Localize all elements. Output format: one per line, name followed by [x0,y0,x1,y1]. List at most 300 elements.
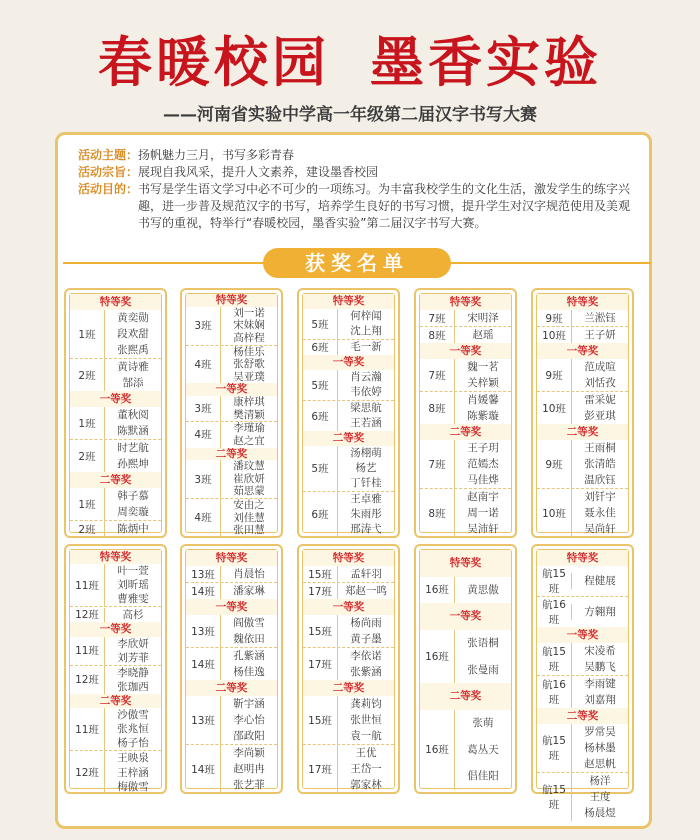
winner-names [337,446,394,491]
intro-goal [78,181,638,232]
award-level-heading: 特等奖 [186,550,277,566]
winner-name: 张世恒 [350,714,382,726]
winner-name: 魏一茗 [467,361,499,373]
winner-name: 梅傲雪 [117,780,149,793]
class-label: 5班 [311,379,329,392]
winner-name: 王岱一 [350,763,382,775]
award-level-heading: 特等奖 [186,294,277,307]
class-group [420,310,511,326]
winner-names [104,608,161,622]
award-level-heading: 一等奖 [70,622,161,636]
winner-name: 孙熙坤 [117,458,149,470]
winner-names [454,327,511,343]
winner-names [571,773,628,821]
class-label: 6班 [311,509,329,521]
winner-names [571,489,628,537]
award-level-heading: 一等奖 [186,383,277,396]
winner-name: 李晓静 [117,666,149,679]
intro-text: 展现自我风采，提升人文素养，建设墨香校园 [138,165,379,179]
class-group [70,407,161,439]
winner-name: 茹思蒙 [233,485,265,498]
winner-names [104,407,161,439]
class-label: 7班 [428,312,446,325]
winner-name: 陈紫璇 [467,410,499,422]
class-label: 13班 [191,568,215,581]
class-group [537,310,628,326]
winner-name: 杨洋 [589,775,611,787]
class-group [186,744,277,793]
winner-name: 汤栩萌 [350,447,382,459]
winner-name: 杨晨煜 [584,807,616,819]
class-group [70,665,161,694]
class-group [303,309,394,339]
award-card [531,288,634,538]
class-label: 1班 [78,328,96,341]
class-label: 11班 [75,723,99,736]
winner-name: 张熙禹 [117,344,149,356]
winner-name: 关梓颖 [467,377,499,389]
class-group [537,675,628,708]
winner-names [571,440,628,488]
intro-purpose [78,164,638,181]
class-group [420,440,511,488]
winner-names [337,648,394,680]
winner-names [571,643,628,675]
class-label: 16班 [425,651,449,664]
winner-name: 肖媛馨 [467,394,499,406]
class-label: 12班 [75,674,99,687]
winner-names [571,604,628,620]
class-label: 1班 [78,498,96,511]
class-label: 15班 [308,568,332,581]
class-label: 4班 [194,429,212,442]
award-card-inner [302,293,395,533]
class-label: 10班 [542,402,566,415]
award-card-inner [419,549,512,789]
title-part1: 春暖校园 [98,30,330,94]
class-group [303,370,394,400]
winner-names [104,637,161,665]
winner-names [220,346,277,384]
winner-name: 黄子墨 [350,633,382,645]
class-group [186,307,277,345]
award-level-heading: 一等奖 [537,627,628,643]
class-label: 11班 [75,645,99,658]
class-group [186,498,277,537]
winner-name: 彭亚琪 [584,410,616,422]
award-level-heading: 二等奖 [420,683,511,710]
winner-name: 张艺菲 [233,779,265,791]
class-group [70,637,161,665]
class-label: 航15班 [542,784,566,811]
winner-name: 郑赵一鸣 [345,585,387,597]
winner-name: 高杉 [122,608,144,621]
class-label: 17班 [308,658,332,671]
page-subtitle: ——河南省实验中学高一年级第二届汉字书写大赛 [163,105,537,125]
class-group [537,724,628,772]
winner-name: 时艺航 [117,442,149,454]
winner-name: 黄思傲 [467,583,499,596]
class-group [303,446,394,491]
class-label: 10班 [542,507,566,520]
winner-name: 黄诗雅 [117,361,149,373]
winner-name: 张语桐 [467,636,499,649]
class-group [186,566,277,582]
winner-name: 张萌 [472,716,494,729]
winner-name: 兰淞钰 [584,312,616,324]
class-label: 16班 [425,584,449,597]
award-card [297,288,400,538]
class-label: 航15班 [542,568,566,595]
award-level-heading: 一等奖 [420,603,511,630]
class-group [303,491,394,537]
winner-name: 朱雨彤 [350,508,382,520]
winner-names [571,327,628,343]
class-label: 4班 [194,358,212,371]
winner-name: 李雨键 [584,678,616,690]
winner-name: 葛丛天 [467,743,499,756]
class-group [70,606,161,622]
winner-names [337,401,394,431]
winner-names [220,499,277,537]
award-level-heading: 特等奖 [303,294,394,309]
award-level-heading: 二等奖 [70,472,161,488]
winner-name: 刘恬孜 [584,377,616,389]
winner-names [220,307,277,345]
class-label: 航15班 [542,735,566,762]
class-label: 1班 [78,417,96,430]
winner-name: 韦依婷 [350,386,382,398]
class-label: 5班 [311,463,329,475]
intro-text: 书写是学生语文学习中必不可少的一项练习。为丰富我校学生的文化生活，激发学生的练字兴趣，进一步普及规范汉字的书写，培养学生良好的书写习惯，提升学生对汉字规范使用及美观书写的重视，特举行“春暖校园，墨香实验”第二届汉字书写大赛。 [138,182,631,230]
winner-names [337,340,394,355]
winner-name: 康梓琪 [233,396,265,408]
class-group [186,582,277,599]
award-level-heading: 特等奖 [537,294,628,310]
winner-name: 吴尚轩 [584,523,616,535]
award-card-inner [419,293,512,533]
class-label: 2班 [78,450,96,463]
winner-name: 陈默涵 [117,425,149,437]
winner-name: 吴鹏飞 [584,661,616,673]
winner-name: 王子玥 [467,442,499,454]
award-level-heading: 特等奖 [420,550,511,577]
class-label: 17班 [308,585,332,598]
class-group [537,359,628,391]
class-label: 14班 [191,658,215,671]
title-part2: 墨香实验 [370,30,602,94]
winner-names [337,492,394,537]
winner-name: 李尚颖 [233,747,265,759]
class-label: 16班 [425,744,449,757]
winner-name: 孟轩羽 [350,568,382,580]
award-level-heading: 特等奖 [537,550,628,566]
class-group [420,710,511,790]
winner-name: 杨子怡 [117,737,149,750]
winner-name: 李依诺 [350,650,382,662]
class-label: 航16班 [542,599,566,626]
winner-name: 杨佳乐 [233,345,265,358]
winner-name: 叶一萱 [117,565,149,578]
winner-name: 郜添 [122,377,144,389]
winner-name: 杨艺 [355,462,377,474]
winner-name: 赵之宜 [233,434,265,447]
winner-names [571,392,628,424]
class-group [537,440,628,488]
award-card [414,544,517,794]
winner-name: 聂永佳 [584,507,616,519]
class-label: 10班 [542,329,566,342]
award-level-heading: 二等奖 [303,680,394,696]
class-group [303,615,394,647]
class-group [186,421,277,447]
winner-name: 张兆恒 [117,723,149,736]
winner-name: 郭家林 [350,779,382,791]
class-group [303,339,394,355]
winner-names [454,440,511,488]
class-group [537,566,628,596]
winner-names [454,310,511,326]
class-group [186,696,277,744]
award-level-heading: 一等奖 [420,343,511,359]
winner-name: 陈炳中 [117,523,149,535]
winner-names [104,564,161,606]
intro-section [78,147,638,232]
class-group [537,326,628,343]
winner-name: 何梓闻 [350,310,382,322]
winner-name: 吴沛轩 [467,523,499,535]
winner-name: 王子妍 [584,329,616,341]
class-group [186,345,277,384]
winner-name: 方翱翔 [584,606,616,618]
winner-names [337,745,394,793]
award-level-heading: 一等奖 [70,391,161,407]
award-card-inner [536,293,629,533]
class-group [420,577,511,604]
winner-name: 王梓涵 [117,766,149,779]
class-group [70,488,161,520]
winner-name: 赵思帆 [584,758,616,770]
award-card-inner [185,549,278,789]
winner-names [104,488,161,520]
winner-names [337,309,394,339]
class-group [303,582,394,599]
class-group [420,326,511,343]
award-level-heading: 二等奖 [186,448,277,461]
class-label: 航16班 [542,679,566,706]
winner-names [454,577,511,604]
class-group [70,520,161,537]
winner-name: 程健展 [584,575,616,587]
winner-name: 赵瑶 [472,329,494,341]
class-label: 9班 [545,458,563,471]
winner-names [220,745,277,793]
winner-name: 肖云瀚 [350,371,382,383]
winner-names [454,359,511,391]
class-label: 3班 [194,403,212,416]
class-group [537,596,628,627]
winner-name: 龚莉钧 [350,698,382,710]
winner-names [571,310,628,326]
winner-names [337,370,394,400]
class-group [303,400,394,431]
class-group [186,396,277,421]
class-label: 14班 [191,585,215,598]
class-label: 2班 [78,523,96,536]
class-group [70,310,161,358]
winner-name: 张珈西 [117,680,149,693]
winner-name: 刘芳菲 [117,651,149,664]
winner-name: 王卓雅 [350,493,382,505]
winner-name: 张舒歌 [233,358,265,371]
winner-name: 倡佳阳 [467,770,499,783]
class-group [537,643,628,675]
winner-name: 潘家琳 [233,585,265,597]
class-group [303,566,394,582]
winner-name: 刘佳慧 [233,511,265,524]
winner-name: 罗常昊 [584,726,616,738]
winner-name: 温欣钰 [584,474,616,486]
winner-name: 吴亚璞 [233,370,265,383]
winner-names [220,460,277,498]
award-level-heading: 二等奖 [420,424,511,440]
award-card [64,288,167,538]
page-title [0,30,700,94]
winner-name: 毛一新 [350,341,382,353]
class-group [303,744,394,793]
winner-name: 邵政阳 [233,730,265,742]
award-card [297,544,400,794]
class-label: 11班 [75,579,99,592]
class-group [186,647,277,680]
winner-name: 王若涵 [350,417,382,429]
class-label: 3班 [194,473,212,486]
winner-name: 袁一航 [350,730,382,742]
winner-name: 邢涛弋 [350,523,382,535]
winner-names [571,573,628,589]
winner-name: 潘玟慧 [233,460,265,473]
winner-name: 马佳烨 [467,474,499,486]
award-list-banner: 获奖名单 [263,248,451,278]
award-level-heading: 一等奖 [303,355,394,370]
class-label: 6班 [311,410,329,423]
winner-names [220,583,277,599]
award-level-heading: 二等奖 [303,431,394,446]
winner-name: 王优 [355,747,377,759]
award-level-heading: 一等奖 [537,343,628,359]
class-group [70,439,161,472]
class-group [420,391,511,424]
winner-names [104,666,161,694]
award-level-heading: 二等奖 [186,680,277,696]
class-label: 12班 [75,609,99,622]
winner-name: 肖晨怡 [233,568,265,580]
winner-name: 刘昕瑶 [117,579,149,592]
intro-label: 活动目的： [78,182,139,196]
intro-text: 扬帆魅力三月，书写多彩青春 [138,148,295,162]
award-card [180,288,283,538]
winner-names [104,359,161,391]
intro-label: 活动宗旨： [78,165,139,179]
award-level-heading: 特等奖 [70,294,161,310]
award-card-inner [302,549,395,789]
winner-name: 梁思航 [350,402,382,414]
winner-name: 周一诺 [467,507,499,519]
winner-name: 丁钎桂 [350,477,382,489]
award-level-heading: 特等奖 [70,550,161,564]
class-label: 8班 [428,402,446,415]
class-group [420,488,511,537]
winner-names [571,676,628,708]
winner-names [104,521,161,537]
winner-name: 范嫣杰 [467,458,499,470]
winner-name: 王度 [589,791,611,803]
winner-name: 樊清颖 [233,408,265,421]
winner-name: 范成喧 [584,361,616,373]
award-level-heading: 二等奖 [537,424,628,440]
winner-name: 魏依田 [233,633,265,645]
class-label: 12班 [75,767,99,780]
award-card-inner [69,293,162,536]
winner-name: 周奕璇 [117,506,149,518]
class-label: 3班 [194,320,212,333]
award-card [64,544,167,794]
winner-names [220,566,277,582]
winner-name: 杨尚雨 [350,617,382,629]
class-group [186,460,277,498]
award-card [531,544,634,819]
winner-names [104,440,161,472]
winner-name: 刘钎宇 [584,491,616,503]
class-label: 6班 [311,342,329,354]
class-label: 13班 [191,714,215,727]
winner-name: 雷采妮 [584,394,616,406]
award-level-heading: 一等奖 [303,599,394,615]
winner-names [220,696,277,744]
winner-name: 董秋阅 [117,409,149,421]
class-group [420,630,511,683]
winner-names [104,751,161,793]
award-card-inner [69,549,162,793]
winner-name: 孔紫涵 [233,650,265,662]
winner-name: 赵南宇 [467,491,499,503]
winner-name: 王雨桐 [584,442,616,454]
award-level-heading: 特等奖 [420,294,511,310]
winner-name: 李欣妍 [117,637,149,650]
award-card-inner [185,293,278,537]
award-level-heading: 特等奖 [303,550,394,566]
class-label: 9班 [545,312,563,325]
class-label: 5班 [311,318,329,331]
intro-label: 活动主题： [78,148,139,162]
winner-names [571,724,628,772]
class-label: 9班 [545,369,563,382]
winner-name: 宋妹娴 [233,319,265,332]
winner-names [454,392,511,424]
class-group [70,750,161,793]
class-group [70,708,161,750]
class-label: 13班 [191,625,215,638]
class-group [420,359,511,391]
winner-name: 韩子慕 [117,490,149,502]
award-level-heading: 一等奖 [186,599,277,615]
class-group [537,772,628,821]
class-group [186,615,277,647]
winner-name: 张清皓 [584,458,616,470]
winner-name: 李瑾瑜 [233,422,265,435]
class-label: 2班 [78,369,96,382]
winner-name: 王映泉 [117,752,149,765]
